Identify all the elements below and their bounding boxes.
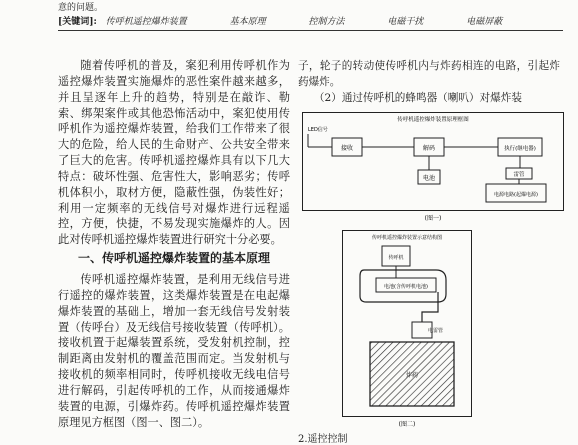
continuation-paragraph: 子，轮子的转动使传呼机内与炸药相连的电路，引起炸药爆炸。 <box>298 60 560 88</box>
figure-1-caption: (图一) <box>424 215 442 222</box>
figure-2-title: 传呼机遥控爆炸装置示意结构图 <box>371 235 443 241</box>
keyword: 电磁屏蔽 <box>466 17 503 27</box>
keyword: 传呼机遥控爆炸装置 <box>105 17 187 27</box>
figure-2 <box>342 230 472 434</box>
block-decode-label: 解码 <box>422 145 436 152</box>
block-power-label: 电源电路(起爆电源) <box>494 192 538 198</box>
keyword: 基本原理 <box>229 17 266 27</box>
keyword: 电磁干扰 <box>387 17 424 27</box>
figure-1-title: 传呼机遥控爆炸装置原理框图 <box>397 117 469 123</box>
next-section-fragment: 2.遥控控制 <box>298 434 348 445</box>
block-actuator-label: 执行(继电器) <box>504 146 536 152</box>
right-column <box>298 58 560 106</box>
keywords-line <box>58 14 563 31</box>
intro-paragraph: 随着传呼机的普及，案犯利用传呼机作为遥控爆炸装置实施爆炸的恶性案件越来越多，并且呈逐年上升的趋势，特别是在敲诈、勒索、绑架案件或其他恐怖活动中，案犯使用传呼机作为遥控爆炸装置，给我们工作带来了很大的危险，给人民的生命财产、公共安全带来了巨大的危害。传呼机遥控爆炸具有以下几大特点：破坏性强、危害性大，影响恶劣；传呼机体积小，取材方便，隐蔽性强，伪装性好；利用一定频率的无线信号对爆炸进行远程遥控，方便，快捷，不易发现实施爆炸的人。因此对传呼机遥控爆炸装置进行研究十分必要。 <box>58 59 290 247</box>
battery-label: 电池(含传呼机电池) <box>384 284 428 290</box>
keyword: 控制方法 <box>308 17 345 27</box>
item-2-paragraph: （2）通过传呼机的蜂鸣器（喇叭）对爆炸装 <box>313 92 522 104</box>
block-receive-label: 接收 <box>340 145 354 152</box>
keywords-label: [关键词]: <box>58 17 97 27</box>
previous-text-fragment: 意的问题。 <box>58 3 104 13</box>
detonator-label: 电雷管 <box>428 328 444 334</box>
figure-2-caption: (图二) <box>398 421 416 428</box>
structure-diagram <box>342 230 472 430</box>
section-heading: 一、传呼机遥控爆炸装置的基本原理 <box>77 251 270 266</box>
left-column <box>58 58 290 430</box>
block-detonator-label: 雷管 <box>513 172 525 178</box>
block-diagram <box>302 112 564 224</box>
principle-paragraph: 传呼机遥控爆炸装置，是利用无线信号进行遥控的爆炸装置，这类爆炸装置是在电起爆爆炸装置的基础上，增加一套无线信号发射装置（传呼台）及无线信号接收装置（传呼机）。接收机置于起爆装置系统，受发射机控制，控制距离由发射机的覆盖范围而定。当发射机与接收机的频率相同时，传呼机接收无线电信号进行解码，引起传呼机的工作，从而接通爆炸装置的电源，引爆炸药。传呼机遥控爆炸装置原理见方框图（图一、图二）。 <box>58 272 290 429</box>
explosive-label: 炸药 <box>405 372 419 379</box>
block-battery-label: 电池 <box>422 175 436 182</box>
input-signal-label: LED信号 <box>308 127 328 133</box>
pager-label: 传呼机 <box>388 255 404 261</box>
figure-1 <box>302 112 564 228</box>
